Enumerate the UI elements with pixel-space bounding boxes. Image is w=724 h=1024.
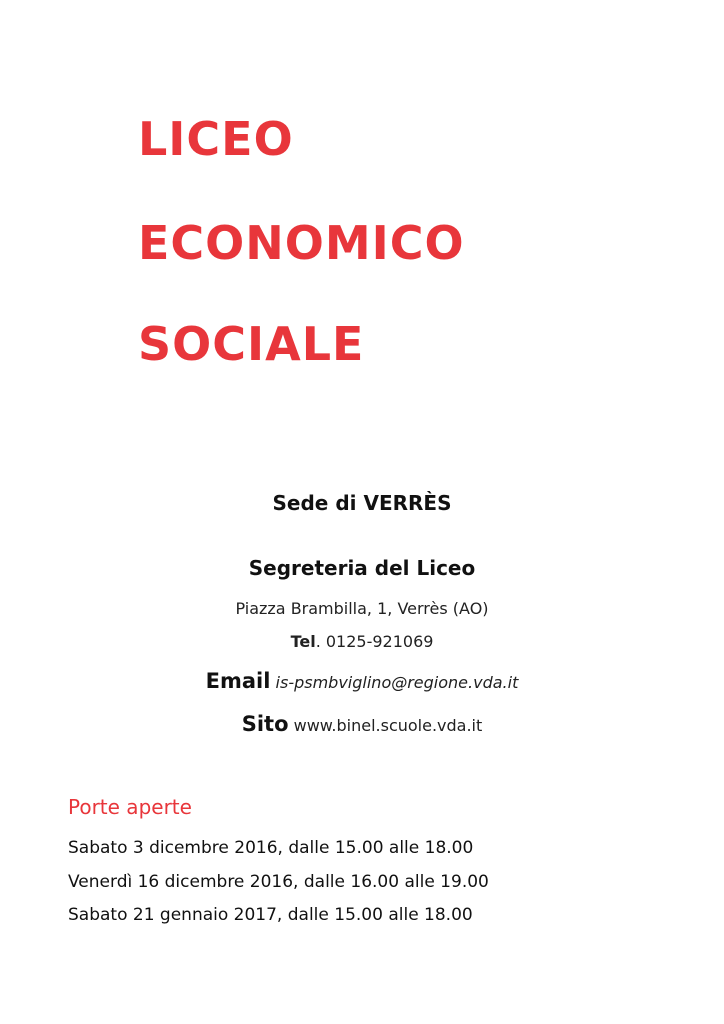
email-link[interactable]: is-psmbviglino@regione.vda.it: [275, 673, 519, 692]
email-line: [0, 669, 724, 693]
website-link[interactable]: www.binel.scuole.vda.it: [293, 716, 483, 735]
open-day-date: Sabato 3 dicembre 2016, dalle 15.00 alle 18.00: [68, 838, 474, 858]
title-line-liceo: LICEO: [138, 112, 294, 166]
telephone-line: [0, 632, 724, 651]
open-day-date: Sabato 21 gennaio 2017, dalle 15.00 alle 18.00: [68, 905, 473, 925]
open-day-date: Venerdì 16 dicembre 2016, dalle 16.00 alle 19.00: [68, 872, 489, 892]
porte-aperte-heading: Porte aperte: [68, 795, 192, 819]
address-text: Piazza Brambilla, 1, Verrès (AO): [235, 599, 489, 618]
title-line-economico: ECONOMICO: [138, 216, 465, 270]
tel-value: . 0125-921069: [315, 632, 434, 651]
website-line: [0, 712, 724, 736]
sito-label: Sito: [241, 712, 289, 736]
title-line-sociale: SOCIALE: [138, 317, 365, 371]
sede-heading: Sede di VERRÈS: [272, 491, 452, 515]
tel-label: Tel: [290, 632, 316, 651]
email-label: Email: [205, 669, 271, 693]
segreteria-heading: Segreteria del Liceo: [248, 556, 476, 580]
